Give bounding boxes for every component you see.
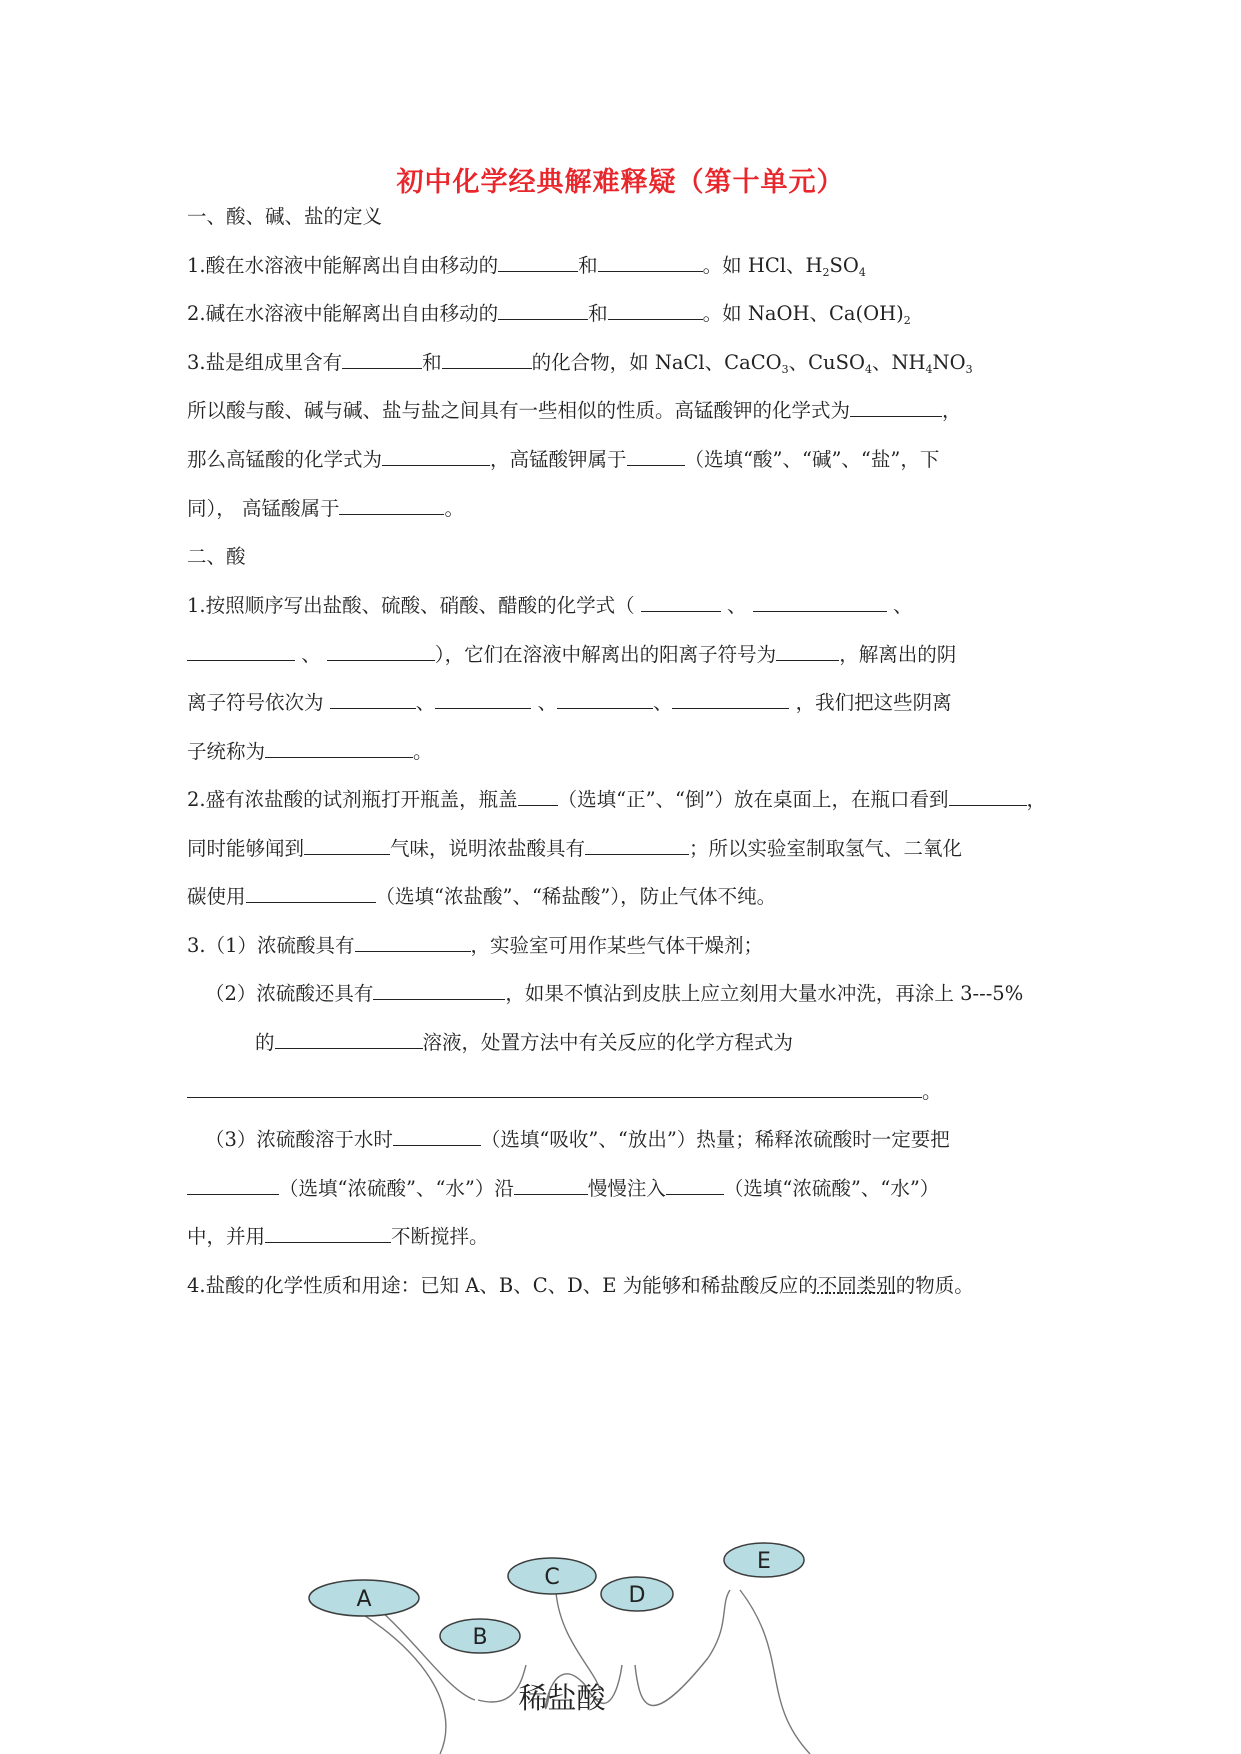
node-e-label: E [757,1549,771,1574]
answer-blank[interactable] [339,496,444,515]
node-b-label: B [472,1625,488,1650]
question-acid-2: 2.盛有浓盐酸的试剂瓶打开瓶盖，瓶盖 （选填“正”、“倒”）放在桌面上，在瓶口看到 ， [187,788,1047,811]
answer-blank[interactable] [393,1127,481,1146]
answer-blank[interactable] [518,787,558,806]
question-acid-3-1: 3.（1）浓硫酸具有 ，实验室可用作某些气体干燥剂； [187,934,764,957]
question-acid-4: 4.盐酸的化学性质和用途：已知 A、B、C、D、E 为能够和稀盐酸反应的不同类别的物质。 [187,1274,974,1297]
text-line: 碳使用 （选填“浓盐酸”、“稀盐酸”），防止气体不纯。 [187,885,777,908]
answer-blank[interactable] [187,1176,279,1195]
answer-blank[interactable] [330,690,416,709]
question-1-acid: 1.酸在水溶液中能解离出自由移动的 和 。如 HCl、$H_2SO_4$ [187,254,866,279]
answer-blank[interactable] [585,836,689,855]
answer-blank[interactable] [641,593,721,612]
text-line: 、 ），它们在溶液中解离出的阳离子符号为 ，解离出的阴 [187,641,956,669]
text-line: 同时能够闻到 气味，说明浓盐酸具有 ；所以实验室制取氢气、二氧化 [187,837,963,860]
connector-line-d2 [635,1658,708,1706]
text-line: 。 [187,1078,942,1106]
text-line: 中，并用 不断搅拌。 [187,1225,489,1248]
reaction-diagram [290,1500,850,1754]
section-heading-definitions: 一、酸、碱、盐的定义 [187,205,383,228]
question-acid-1: 1.按照顺序写出盐酸、硫酸、硝酸、醋酸的化学式（ 、 、 [187,594,913,617]
text-line: （选填“浓硫酸”、“水”）沿 慢慢注入 （选填“浓硫酸”、“水”） [187,1175,939,1203]
answer-blank[interactable] [382,447,490,466]
answer-blank[interactable] [265,739,413,758]
node-c-label: C [544,1565,560,1590]
node-d-label: D [628,1583,646,1608]
answer-blank[interactable] [850,398,942,417]
center-label: 稀盐酸 [518,1681,606,1715]
text-line: 的 溶液，处置方法中有关反应的化学方程式为 [255,1031,794,1054]
answer-blank[interactable] [498,301,588,320]
answer-blank[interactable] [557,690,653,709]
answer-blank[interactable] [435,690,531,709]
text-line: 那么高锰酸的化学式为 ，高锰酸钾属于 （选填“酸”、“碱”、“盐”，下 [187,448,940,471]
question-acid-3-3: （3）浓硫酸溶于水时 （选填“吸收”、“放出”）热量；稀释浓硫酸时一定要把 [205,1128,950,1151]
answer-blank[interactable] [355,933,471,952]
answer-blank[interactable] [598,253,703,272]
text-line: 离子符号依次为 、 、 、 ，我们把这些阴离 [187,691,952,714]
answer-blank[interactable] [187,642,295,661]
node-a-label: A [356,1587,372,1612]
connector-line-e [708,1590,730,1658]
connector-line-e2 [740,1590,810,1754]
answer-blank[interactable] [265,1224,391,1243]
connector-line-a [334,1597,446,1754]
section-heading-acid: 二、酸 [187,545,246,568]
answer-blank[interactable] [666,1176,724,1195]
text-line: 子统称为 。 [187,740,433,763]
equation-blank[interactable] [187,1079,922,1098]
answer-blank[interactable] [949,787,1027,806]
question-acid-3-2: （2）浓硫酸还具有 ，如果不慎沾到皮肤上应立刻用大量水冲洗，再涂上 3---5% [205,982,1024,1005]
answer-blank[interactable] [275,1030,423,1049]
answer-blank[interactable] [304,836,390,855]
answer-blank[interactable] [342,350,422,369]
answer-blank[interactable] [246,884,376,903]
answer-blank[interactable] [442,350,532,369]
answer-blank[interactable] [776,642,839,661]
answer-blank[interactable] [327,642,435,661]
text-line: 所以酸与酸、碱与碱、盐与盐之间具有一些相似的性质。高锰酸钾的化学式为 ， [187,399,962,422]
answer-blank[interactable] [498,253,578,272]
answer-blank[interactable] [373,981,505,1000]
answer-blank[interactable] [672,690,789,709]
answer-blank[interactable] [627,447,685,466]
question-3-salt: 3.盐是组成里含有 和 的化合物，如 NaCl、CaCO$_3$、CuSO$_4$、$NH_4NO_3$ [187,351,973,376]
question-2-base: 2.碱在水溶液中能解离出自由移动的 和 。如 NaOH、$Ca(OH)_2$ [187,302,911,327]
answer-blank[interactable] [608,301,703,320]
answer-blank[interactable] [753,593,887,612]
text-line: 同）， 高锰酸属于 。 [187,497,464,520]
answer-blank[interactable] [514,1176,588,1195]
page-title: 初中化学经典解难释疑（第十单元） [396,167,845,198]
